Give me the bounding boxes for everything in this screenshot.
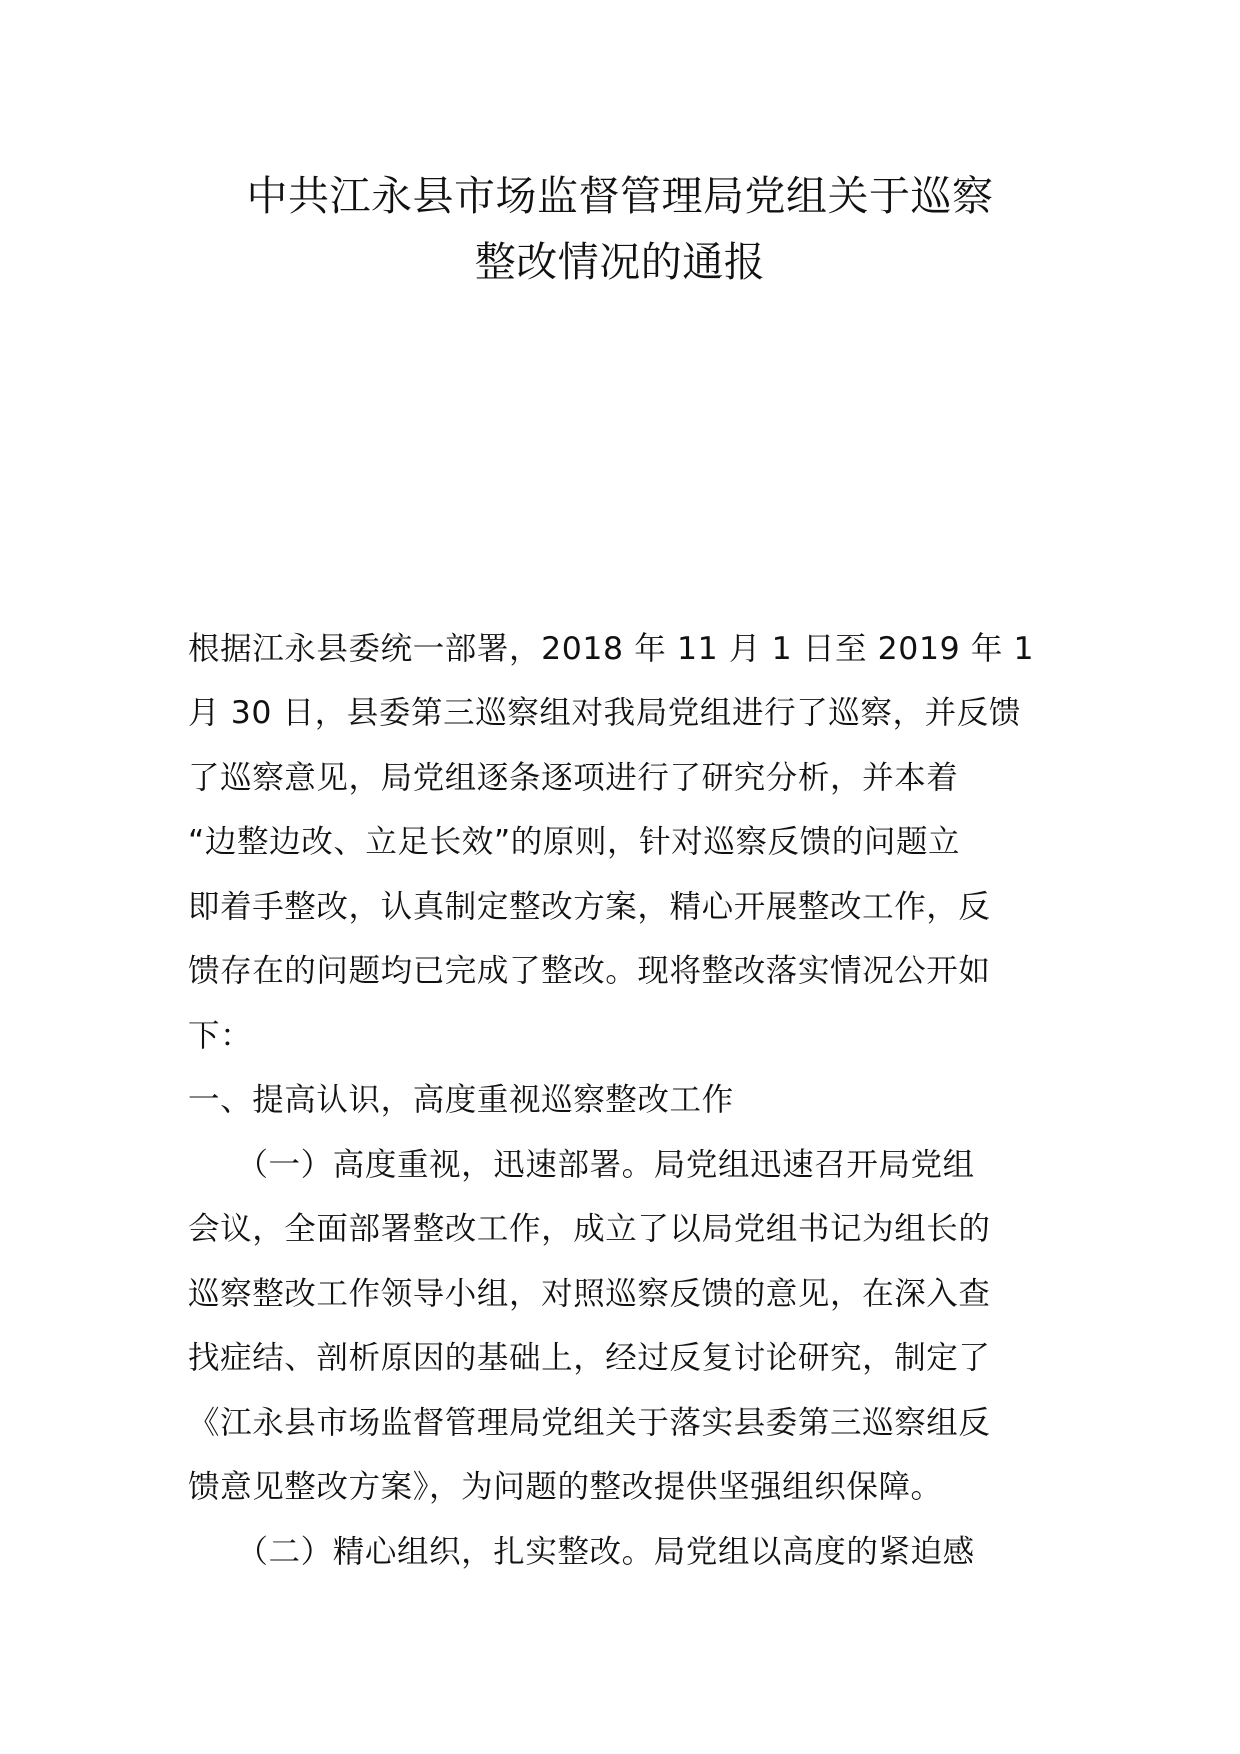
body-line: 找症结、剖析原因的基础上，经过反复讨论研究，制定了 — [188, 1340, 991, 1376]
body-line: 馈意见整改方案》，为问题的整改提供坚强组织保障。 — [188, 1469, 943, 1505]
body-line: （二）精心组织，扎实整改。局党组以高度的紧迫感 — [188, 1534, 975, 1570]
body-line: （一）高度重视，迅速部署。局党组迅速召开局党组 — [188, 1147, 975, 1183]
body-line: 根据江永县委统一部署，2018 年 11 月 1 日至 2019 年 1 — [188, 631, 1035, 667]
body-line: 月 30 日，县委第三巡察组对我局党组进行了巡察，并反馈 — [188, 695, 1021, 731]
body-line: 下： — [188, 1018, 253, 1054]
body-line: 会议，全面部署整改工作，成立了以局党组书记为组长的 — [188, 1211, 991, 1247]
body-line: 馈存在的问题均已完成了整改。现将整改落实情况公开如 — [188, 953, 991, 989]
body-line: 即着手整改，认真制定整改方案，精心开展整改工作，反 — [188, 889, 991, 925]
section-heading: 一、提高认识，高度重视巡察整改工作 — [188, 1082, 734, 1118]
body-line: “边整边改、立足长效”的原则，针对巡察反馈的问题立 — [188, 824, 961, 860]
body-line: 《江永县市场监督管理局党组关于落实县委第三巡察组反 — [188, 1405, 991, 1441]
document-title-line-2: 整改情况的通报 — [474, 238, 766, 286]
body-line: 了巡察意见，局党组逐条逐项进行了研究分析，并本着 — [188, 760, 959, 796]
body-line: 巡察整改工作领导小组，对照巡察反馈的意见，在深入查 — [188, 1276, 991, 1312]
document-title-line-1: 中共江永县市场监督管理局党组关于巡察 — [246, 172, 994, 220]
